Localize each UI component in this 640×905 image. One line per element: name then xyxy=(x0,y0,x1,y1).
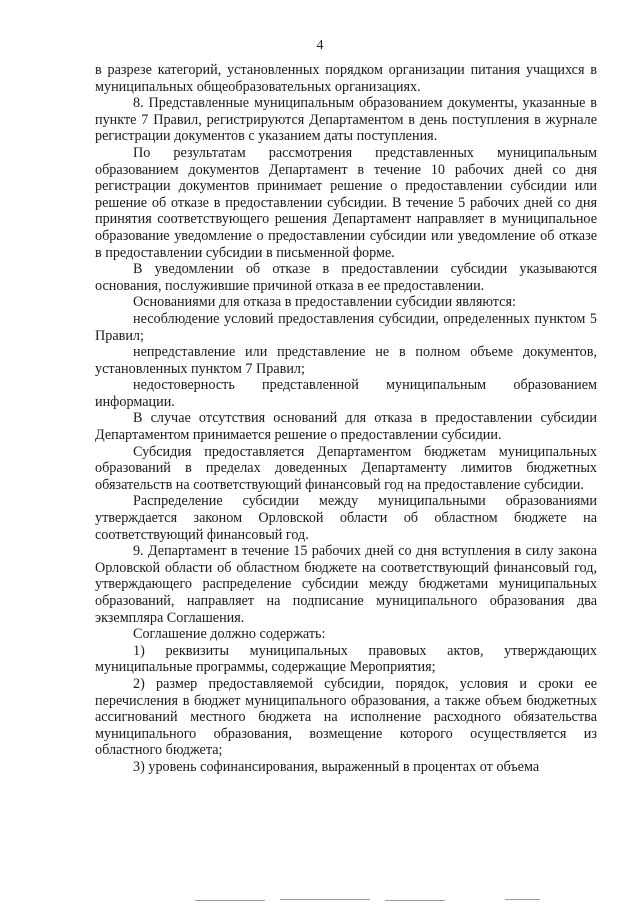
scan-mark xyxy=(385,900,445,901)
page-number: 4 xyxy=(316,38,324,53)
paragraph-item-9: 9. Департамент в течение 15 рабочих дней со дня вступления в силу закона Орловской области об областном бюджете на соответствующий финансовый год, утверждающего распределение субсидии между бюджетами муниципальных образований, направляет на подписание муниципального образования два экземпляра Соглашения. xyxy=(95,543,597,626)
paragraph-ground-2: непредставление или представление не в полном объеме документов, установленных пунктом 7 Правил; xyxy=(95,344,597,377)
paragraph-agreement-contents: Соглашение должно содержать: xyxy=(133,626,326,643)
paragraph-grant-decision: В случае отсутствия оснований для отказа в предоставлении субсидии Департаментом принимается решение о предоставлении субсидии. xyxy=(95,410,597,444)
paragraph-ground-1: несоблюдение условий предоставления субсидии, определенных пунктом 5 Правил; xyxy=(95,310,597,344)
paragraph-clause-2: 2) размер предоставляемой субсидии, порядок, условия и сроки ее перечисления в бюджет муниципального образования, а также объем бюджетных ассигнований местного бюджета на исполнение расходного обязательства муниципального образования, возмещение которого осуществляется из областного бюджета; xyxy=(95,675,597,759)
scan-artifacts xyxy=(0,885,640,905)
paragraph-continuation: в разрезе категорий, установленных порядком организации питания учащихся в муниципальных общеобразовательных организациях. xyxy=(95,62,597,95)
paragraph-review-results: По результатам рассмотрения представленных муниципальным образованием документов Департамент в течение 10 рабочих дней со дня регистрации документов принимает решение о предоставлении субсидии или решение об отказе в предоставлении субсидии. В течение 5 рабочих дней со дня принятия соответствующего решения Департамент направляет в муниципальное образование уведомление о предоставлении субсидии или уведомление об отказе в предоставлении субсидии в письменной форме. xyxy=(95,144,597,261)
paragraph-clause-3: 3) уровень софинансирования, выраженный в процентах от объема xyxy=(133,758,540,775)
paragraph-distribution: Распределение субсидии между муниципальными образованиями утверждается законом Орловской области об областном бюджете на соответствующий финансовый год. xyxy=(95,493,597,543)
paragraph-item-8: 8. Представленные муниципальным образованием документы, указанные в пункте 7 Правил, регистрируются Департаментом в день поступления в журнале регистрации документов с указанием даты поступления. xyxy=(95,95,597,145)
paragraph-refusal-grounds-intro: Основаниями для отказа в предоставлении субсидии являются: xyxy=(133,294,516,311)
scan-mark xyxy=(195,900,265,901)
paragraph-ground-3: недостоверность представленной муниципальным образованием информации. xyxy=(95,377,597,410)
document-body xyxy=(95,62,597,776)
paragraph-refusal-notice: В уведомлении об отказе в предоставлении субсидии указываются основания, послужившие причиной отказа в ее предоставлении. xyxy=(95,261,597,294)
scan-mark xyxy=(505,899,540,900)
scan-mark xyxy=(280,899,370,900)
paragraph-clause-1: 1) реквизиты муниципальных правовых актов, утверждающих муниципальные программы, содержащие Мероприятия; xyxy=(95,642,597,676)
paragraph-subsidy-provision: Субсидия предоставляется Департаментом бюджетам муниципальных образований в пределах доведенных Департаменту лимитов бюджетных обязательств на соответствующий финансовый год на предоставление субсидии. xyxy=(95,443,597,493)
